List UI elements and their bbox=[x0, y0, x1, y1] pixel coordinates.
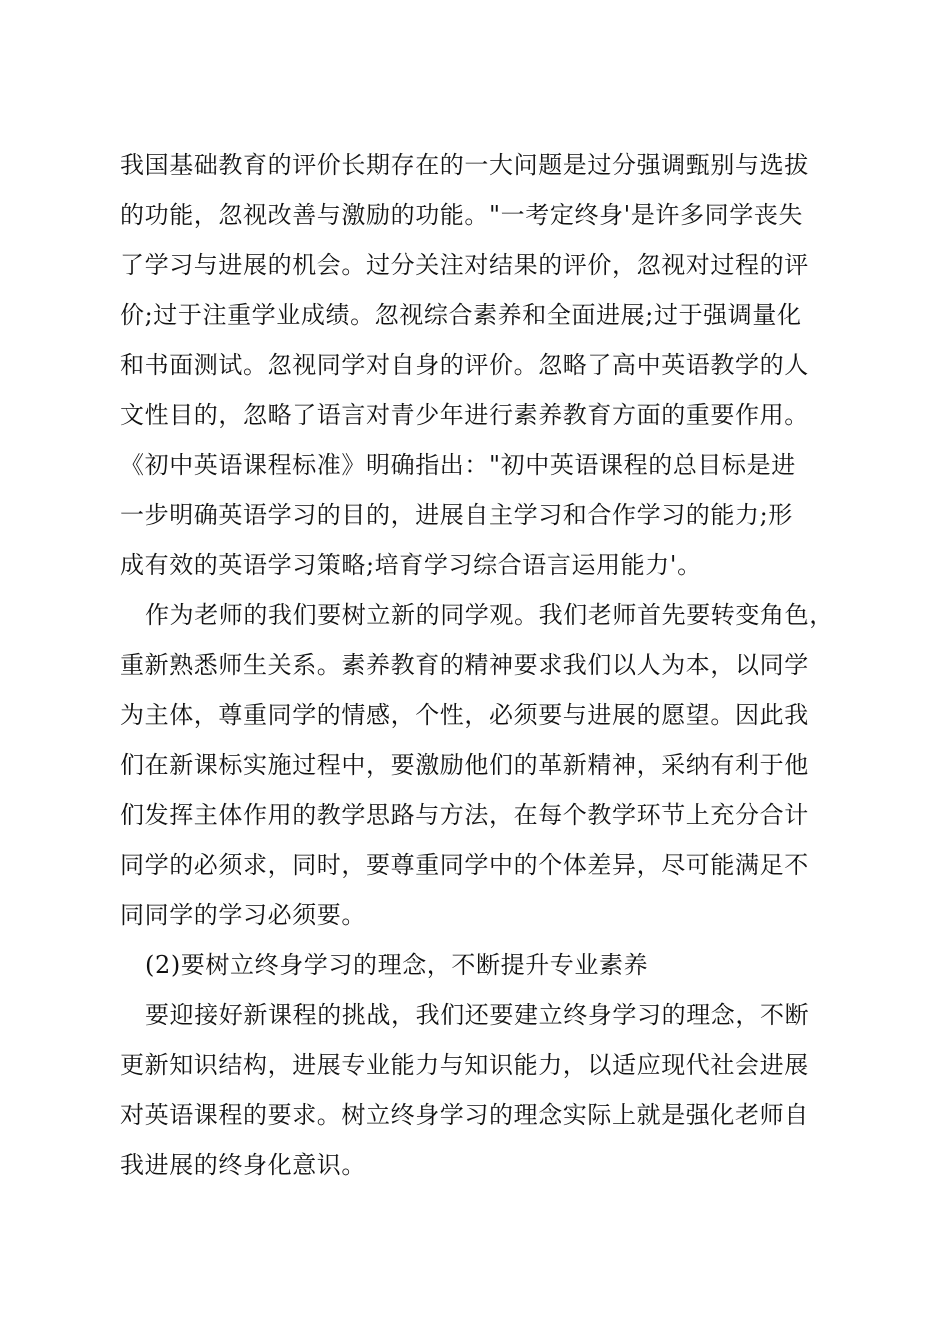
text-line: 重新熟悉师生关系。素养教育的精神要求我们以人为本，以同学 bbox=[120, 651, 809, 679]
text-line: 成有效的英语学习策略;培育学习综合语言运用能力'。 bbox=[120, 551, 702, 579]
text-line: 作为老师的我们要树立新的同学观。我们老师首先要转变角色， bbox=[145, 601, 834, 629]
text-line: 《初中英语课程标准》明确指出："初中英语课程的总目标是进 bbox=[120, 451, 796, 479]
text-line: 和书面测试。忽视同学对自身的评价。忽略了高中英语教学的人 bbox=[120, 351, 809, 379]
text-line: 们在新课标实施过程中，要激励他们的革新精神，采纳有利于他 bbox=[120, 751, 809, 779]
text-line: 对英语课程的要求。树立终身学习的理念实际上就是强化老师自 bbox=[120, 1101, 809, 1129]
text-line: 一步明确英语学习的目的，进展自主学习和合作学习的能力;形 bbox=[120, 501, 793, 529]
text-line: 们发挥主体作用的教学思路与方法，在每个教学环节上充分合计 bbox=[120, 801, 809, 829]
text-line: 我进展的终身化意识。 bbox=[120, 1151, 366, 1179]
text-line: 价;过于注重学业成绩。忽视综合素养和全面进展;过于强调量化 bbox=[120, 301, 802, 329]
section-heading: (2)要树立终身学习的理念，不断提升专业素养 bbox=[145, 951, 649, 979]
text-line: 的功能，忽视改善与激励的功能。"一考定终身'是许多同学丧失 bbox=[120, 201, 804, 229]
text-line: 为主体，尊重同学的情感，个性，必须要与进展的愿望。因此我 bbox=[120, 701, 809, 729]
text-line: 文性目的，忽略了语言对青少年进行素养教育方面的重要作用。 bbox=[120, 401, 809, 429]
text-line: 我国基础教育的评价长期存在的一大问题是过分强调甄别与选拔 bbox=[120, 151, 809, 179]
text-line: 要迎接好新课程的挑战，我们还要建立终身学习的理念，不断 bbox=[145, 1001, 810, 1029]
text-line: 了学习与进展的机会。过分关注对结果的评价，忽视对过程的评 bbox=[120, 251, 809, 279]
text-line: 同学的必须求，同时，要尊重同学中的个体差异，尽可能满足不 bbox=[120, 851, 809, 879]
text-line: 同同学的学习必须要。 bbox=[120, 901, 366, 929]
text-line: 更新知识结构，进展专业能力与知识能力，以适应现代社会进展 bbox=[120, 1051, 809, 1079]
